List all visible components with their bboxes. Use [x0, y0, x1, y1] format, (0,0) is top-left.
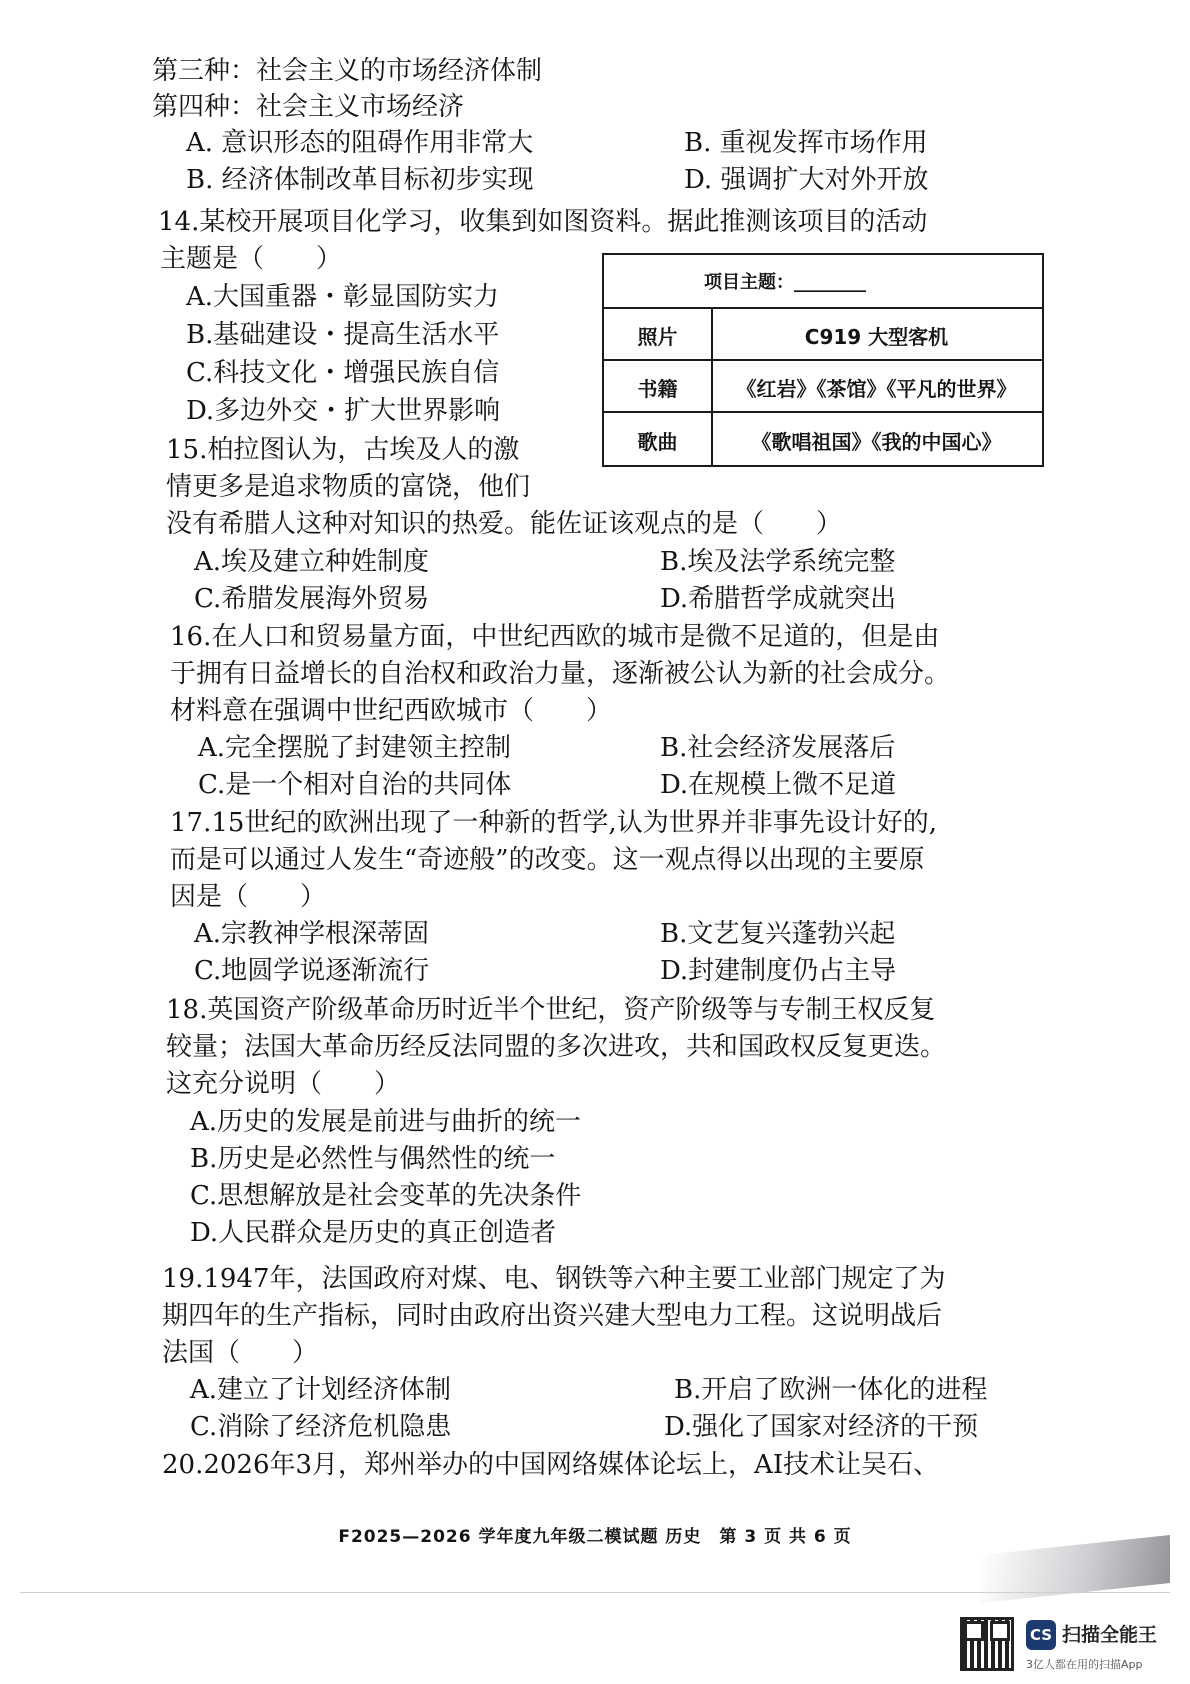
option-13-a: A. 意识形态的阻碍作用非常大 — [186, 128, 534, 158]
question-18-line-3: 这充分说明（ ） — [166, 1069, 401, 1099]
option-15-c: C.希腊发展海外贸易 — [194, 584, 430, 614]
qr-code-icon — [960, 1617, 1014, 1671]
option-18-c: C.思想解放是社会变革的先决条件 — [190, 1181, 582, 1211]
project-table-value: C919 大型客机 — [804, 324, 949, 349]
project-table-row — [604, 307, 1042, 361]
question-18-line-2: 较量；法国大革命历经反法同盟的多次进攻，共和国政权反复更迭。 — [166, 1032, 947, 1062]
option-14-c: C.科技文化・增强民族自信 — [186, 358, 500, 388]
option-16-c: C.是一个相对自治的共同体 — [198, 770, 512, 800]
project-table-value: 《歌唱祖国》《我的中国心》 — [751, 429, 1002, 454]
project-table-label: 照片 — [637, 324, 678, 349]
question-19-line-1: 19.1947年，法国政府对煤、电、钢铁等六种主要工业部门规定了为 — [162, 1264, 946, 1294]
question-16-line-1: 16.在人口和贸易量方面，中世纪西欧的城市是微不足道的，但是由 — [170, 622, 940, 652]
project-table-label: 歌曲 — [637, 429, 678, 454]
option-15-d: D.希腊哲学成就突出 — [660, 584, 897, 614]
option-18-b: B.历史是必然性与偶然性的统一 — [190, 1144, 556, 1174]
option-19-a: A.建立了计划经济体制 — [190, 1375, 452, 1405]
option-18-d: D.人民群众是历史的真正创造者 — [190, 1218, 557, 1248]
question-16-line-3: 材料意在强调中世纪西欧城市（ ） — [170, 696, 613, 726]
question-14-line-1: 14.某校开展项目化学习，收集到如图资料。据此推测该项目的活动 — [158, 207, 928, 237]
option-13-c: B. 经济体制改革目标初步实现 — [186, 165, 534, 195]
option-19-b: B.开启了欧洲一体化的进程 — [674, 1375, 988, 1405]
question-20-line-1: 20.2026年3月，郑州举办的中国网络媒体论坛上，AI技术让吴石、 — [162, 1450, 940, 1480]
camscanner-name: 扫描全能王 — [1062, 1624, 1158, 1646]
option-19-d: D.强化了国家对经济的干预 — [664, 1412, 979, 1442]
question-15-line-3: 没有希腊人这种对知识的热爱。能佐证该观点的是（ ） — [166, 509, 843, 539]
project-table-label: 书籍 — [637, 376, 678, 401]
option-14-d: D.多边外交・扩大世界影响 — [186, 396, 501, 426]
project-table-title: 项目主题：________ — [704, 272, 866, 293]
option-15-a: A.埃及建立种姓制度 — [194, 547, 430, 577]
text-line: 第四种：社会主义市场经济 — [152, 92, 465, 122]
option-17-c: C.地圆学说逐渐流行 — [194, 956, 430, 986]
question-17-line-3: 因是（ ） — [170, 882, 327, 912]
question-19-line-2: 期四年的生产指标，同时由政府出资兴建大型电力工程。这说明战后 — [162, 1301, 943, 1331]
project-table-row — [604, 359, 1042, 413]
question-16-line-2: 于拥有日益增长的自治权和政治力量，逐渐被公认为新的社会成分。 — [170, 659, 951, 689]
camscanner-logo-icon: CS — [1026, 1620, 1056, 1650]
question-17-line-2: 而是可以通过人发生“奇迹般”的改变。这一观点得以出现的主要原 — [170, 845, 925, 875]
option-17-b: B.文艺复兴蓬勃兴起 — [660, 919, 896, 949]
question-15-line-1: 15.柏拉图认为，古埃及人的激 — [166, 435, 520, 465]
option-16-b: B.社会经济发展落后 — [660, 733, 896, 763]
project-table-row — [604, 411, 1042, 467]
bottom-rule — [20, 1592, 1170, 1593]
option-13-d: D. 强调扩大对外开放 — [684, 165, 929, 195]
option-18-a: A.历史的发展是前进与曲折的统一 — [190, 1107, 582, 1137]
option-14-b: B.基础建设・提高生活水平 — [186, 320, 500, 350]
page-footer: F2025—2026 学年度九年级二模试题 历史 第 3 页 共 6 页 — [338, 1527, 852, 1547]
project-table-value: 《红岩》《茶馆》《平凡的世界》 — [736, 376, 1017, 401]
option-15-b: B.埃及法学系统完整 — [660, 547, 896, 577]
question-18-line-1: 18.英国资产阶级革命历时近半个世纪，资产阶级等与专制王权反复 — [166, 995, 936, 1025]
question-15-line-2: 情更多是追求物质的富饶，他们 — [166, 472, 531, 502]
question-19-line-3: 法国（ ） — [162, 1338, 319, 1368]
camscanner-slogan: 3亿人都在用的扫描App — [1026, 1658, 1143, 1671]
question-14-line-2: 主题是（ ） — [160, 244, 343, 274]
option-16-d: D.在规模上微不足道 — [660, 770, 897, 800]
option-13-b: B. 重视发挥市场作用 — [684, 128, 928, 158]
question-17-line-1: 17.15世纪的欧洲出现了一种新的哲学,认为世界并非事先设计好的, — [170, 808, 937, 838]
option-14-a: A.大国重器・彰显国防实力 — [186, 282, 500, 312]
project-table — [602, 253, 1044, 467]
option-16-a: A.完全摆脱了封建领主控制 — [198, 733, 512, 763]
option-17-d: D.封建制度仍占主导 — [660, 956, 897, 986]
text-line: 第三种：社会主义的市场经济体制 — [152, 56, 543, 86]
option-17-a: A.宗教神学根深蒂固 — [194, 919, 430, 949]
option-19-c: C.消除了经济危机隐患 — [190, 1412, 452, 1442]
